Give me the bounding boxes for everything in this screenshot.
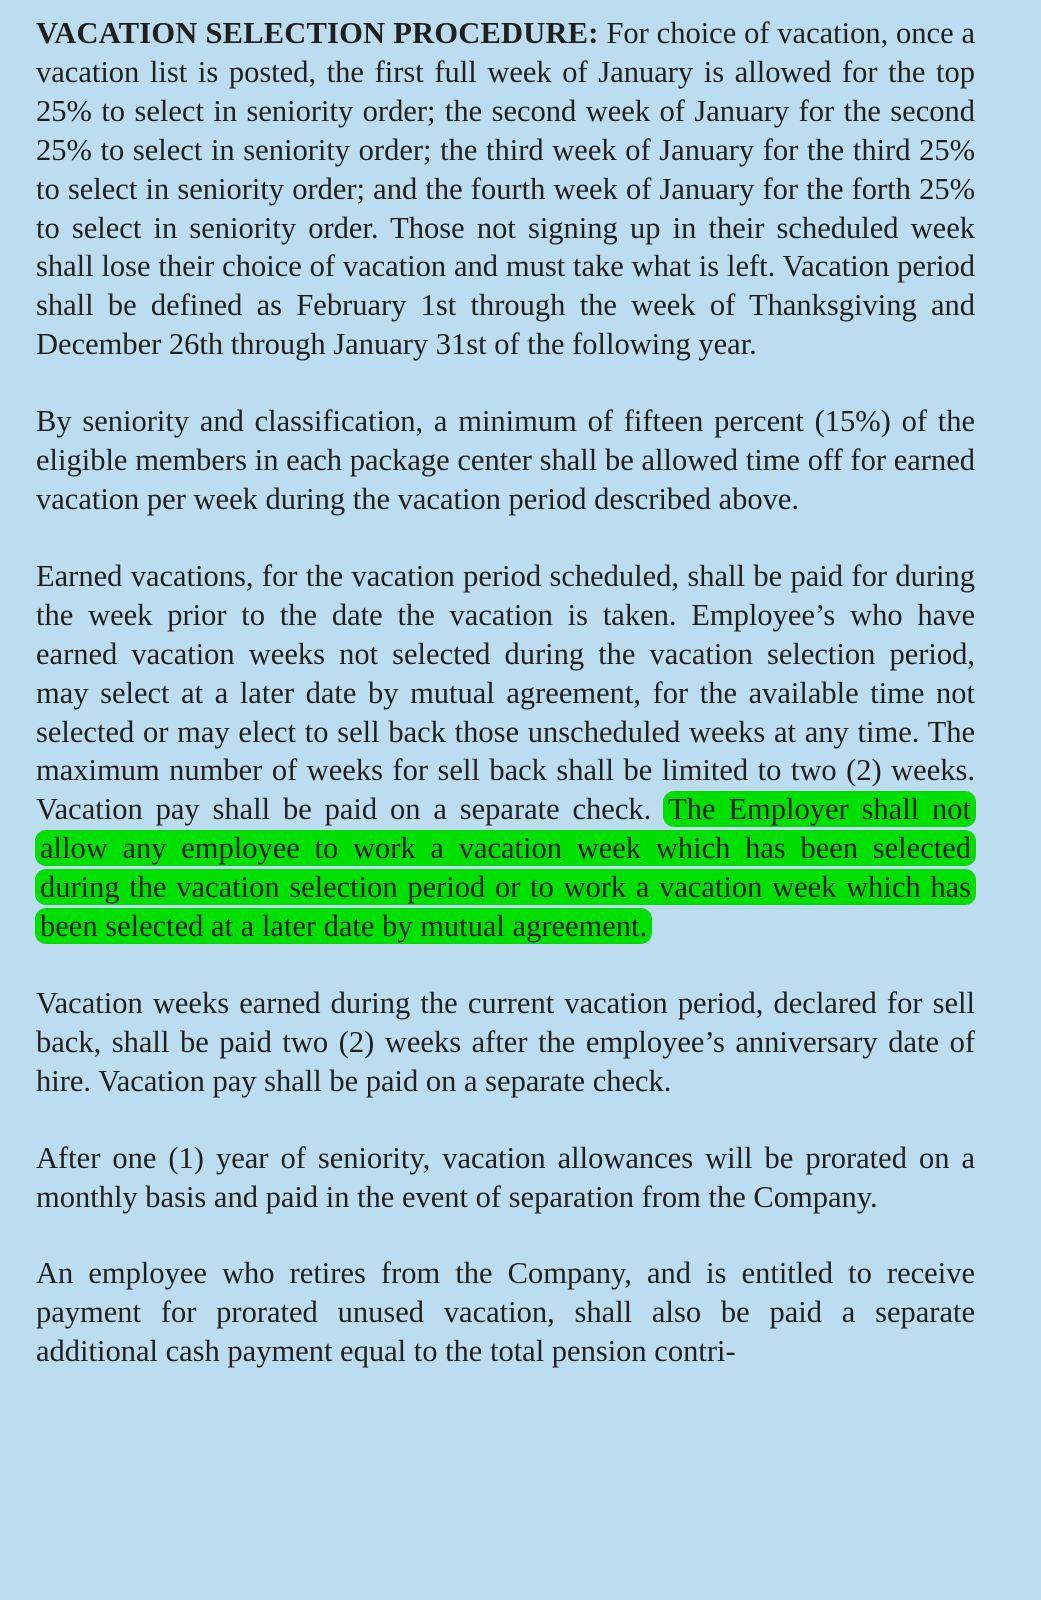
paragraph-prorated-allowances: After one (1) year of seniority, vacation allowances will be prorated on a monthly basis and paid in the event of separation from the Company. bbox=[36, 1140, 975, 1214]
paragraph-3-text: Earned vacations, for the vacation period scheduled, shall be paid for during the week prior to the date the vacation is taken. Employee’s who have earned vacation weeks not selected during the vacation selection period, may select at a later date by mutual agreement, for the available time not selected or may elect to sell back those unscheduled weeks at any time. The maximum number of weeks for sell back shall be limited to two (2) weeks. Vacation pay shall be paid on a separate check. bbox=[36, 558, 975, 827]
section-heading: VACATION SELECTION PROCEDURE: bbox=[36, 16, 599, 50]
paragraph-retirement-payment: An employee who retires from the Company, and is entitled to receive payment for prorated unused vacation, shall also be paid a separate additional cash payment equal to the total pension contri- bbox=[36, 1256, 975, 1369]
paragraph-sell-back-payment: Vacation weeks earned during the current vacation period, declared for sell back, shall be paid two (2) weeks after the employee’s anniversary date of hire. Vacation pay shall be paid on a separate check. bbox=[36, 985, 975, 1098]
paragraph-earned-vacations bbox=[36, 557, 975, 946]
paragraph-vacation-selection-procedure bbox=[36, 14, 975, 364]
paragraph-1-body: For choice of vacation, once a vacation list is posted, the first full week of January is allowed for the top 25% to select in seniority order; the second week of January for the second 25% to select in seniority order; the third week of January for the third 25% to select in seniority order; and the fourth week of January for the forth 25% to select in seniority order. Those not signing up in their scheduled week shall lose their choice of vacation and must take what is left. Vacation period shall be defined as February 1st through the week of Thanksgiving and December 26th through January 31st of the following year. bbox=[36, 16, 975, 362]
paragraph-minimum-allowance: By seniority and classification, a minimum of fifteen percent (15%) of the eligible members in each package center shall be allowed time off for earned vacation per week during the vacation period described above. bbox=[36, 404, 975, 516]
highlighted-text: The Employer shall not allow any employee to work a vacation week which has been selected during the vacation selection period or to work a vacation week which has been selected at a later date by mutual agreement. bbox=[36, 792, 975, 943]
